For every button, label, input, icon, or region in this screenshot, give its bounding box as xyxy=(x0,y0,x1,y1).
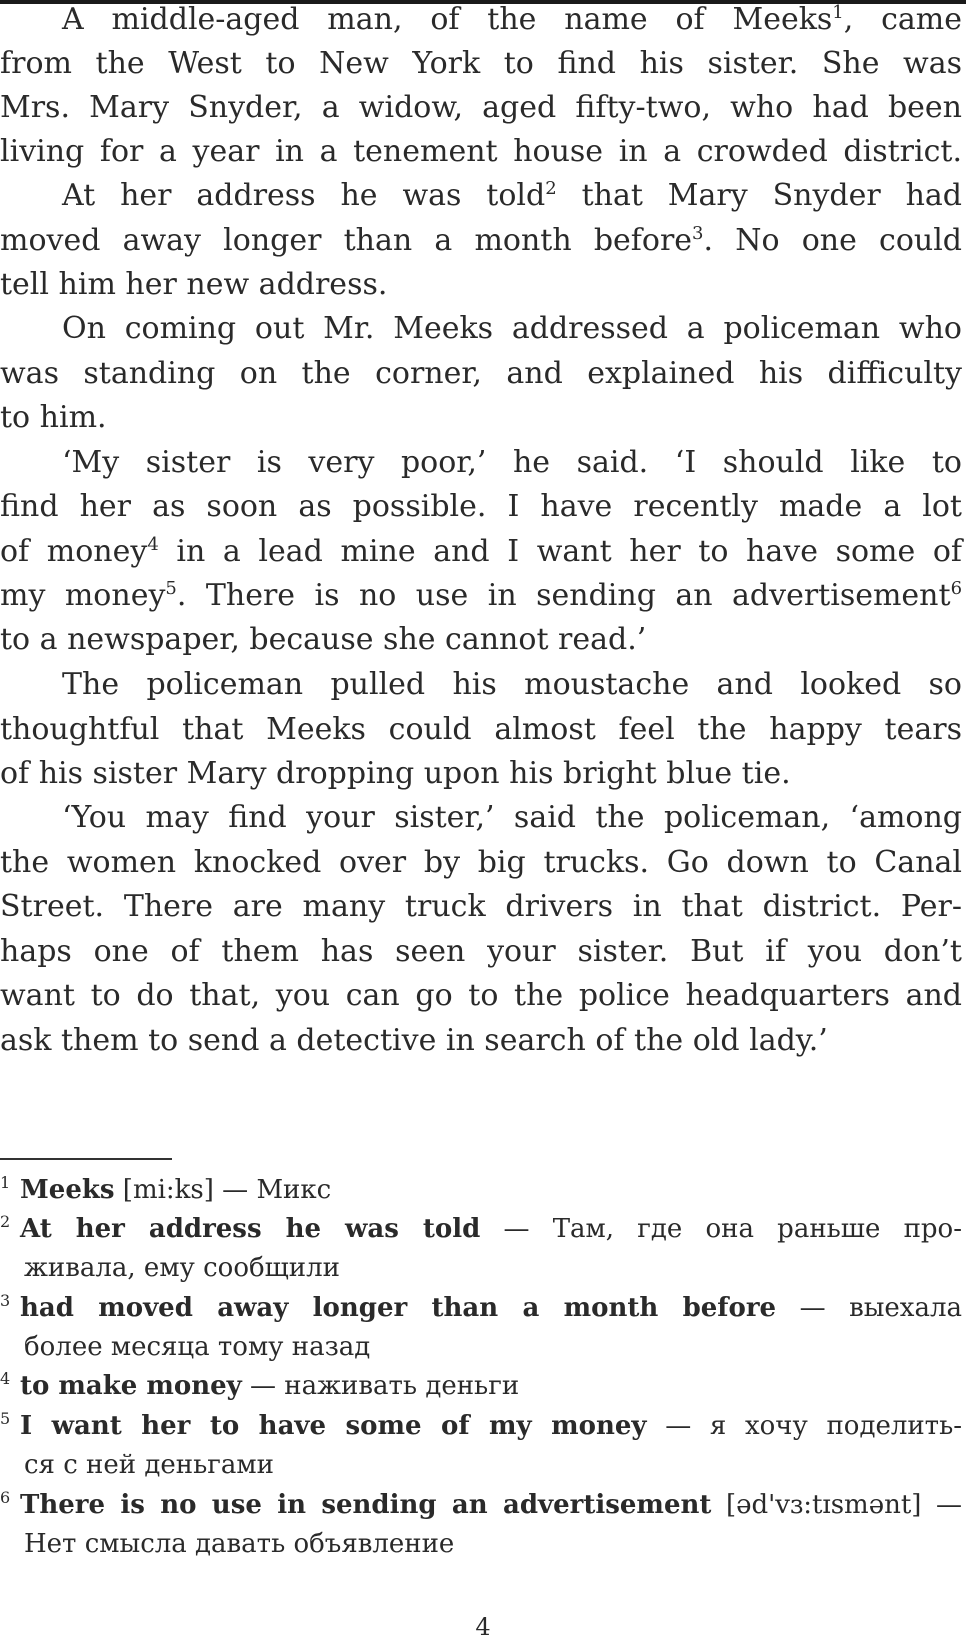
footnote-ref: 1 xyxy=(832,2,844,23)
footnote-ref: 5 xyxy=(165,578,177,599)
footnote-translation: — Там, где она раньше про- xyxy=(480,1214,962,1244)
text-line: ask them to send a detective in search of the old lady.’ xyxy=(0,1023,828,1058)
page-number: 4 xyxy=(475,1613,491,1641)
footnote-term: I want her to have some of my money xyxy=(20,1411,647,1441)
footnote-term: At her address he was told xyxy=(20,1214,481,1244)
text-line: thoughtful that Meeks could almost feel the happy tears xyxy=(0,712,962,747)
footnote-ref: 3 xyxy=(692,223,704,244)
text-line: want to do that, you can go to the police headquarters and xyxy=(0,978,962,1013)
text-line: Mrs. Mary Snyder, a widow, aged fifty-two, who had been xyxy=(0,90,962,125)
footnote-term: There is no use in sending an advertisement xyxy=(20,1490,712,1520)
footnote-translation: — выехала xyxy=(776,1293,962,1323)
text-line: of money$^4$ in a lead mine and I want her to have some of xyxy=(0,534,963,569)
text-line: tell him her new address. xyxy=(0,267,388,302)
text-line: On coming out Mr. Meeks addressed a policeman who xyxy=(62,311,962,346)
footnote-continuation: ся с ней деньгами xyxy=(24,1450,274,1480)
text-line: A middle-aged man, of the name of Meeks$^1$, came xyxy=(62,2,962,37)
text-line: The policeman pulled his moustache and looked so xyxy=(62,667,962,702)
text-line: the women knocked over by big trucks. Go down to Canal xyxy=(0,845,962,880)
footnote-translation: — наживать деньги xyxy=(241,1371,520,1401)
text-line: my money$^5$. There is no use in sending an advertisement$^6$ xyxy=(0,578,963,613)
text-line: was standing on the corner, and explained his difficulty xyxy=(0,356,962,391)
footnote-continuation: живала, ему сообщили xyxy=(24,1253,340,1283)
text-line: find her as soon as possible. I have recently made a lot xyxy=(0,489,962,524)
footnote-translation: — я хочу поделить- xyxy=(646,1411,963,1441)
footnote-ref: 2 xyxy=(545,178,557,199)
text-line: to him. xyxy=(0,400,107,435)
footnote-separator xyxy=(0,1158,172,1160)
footnote-ref: 6 xyxy=(950,578,963,599)
text-line: At her address he was told$^2$ that Mary Snyder had xyxy=(62,178,962,213)
footnote-ref: 4 xyxy=(147,534,159,555)
footnote: $^2$ At her address he was told — Там, где она раньше про- xyxy=(0,1212,962,1244)
text-line: ‘My sister is very poor,’ he said. ‘I should like to xyxy=(62,445,962,480)
text-line: haps one of them has seen your sister. But if you don’t xyxy=(0,934,962,969)
footnote: $^1$ Meeks [mi:ks] — Микс xyxy=(0,1173,332,1205)
footnote-translation: [mi:ks] — Микс xyxy=(114,1175,332,1205)
footnote-term: Meeks xyxy=(20,1175,115,1205)
text-line: living for a year in a tenement house in a crowded district. xyxy=(0,134,962,169)
footnote-continuation: более месяца тому назад xyxy=(24,1332,371,1362)
text-line: from the West to New York to find his sister. She was xyxy=(0,46,962,81)
text-line: moved away longer than a month before$^3$. No one could xyxy=(0,223,962,258)
footnote-term: to make money xyxy=(20,1371,242,1401)
text-line: to a newspaper, because she cannot read.’ xyxy=(0,622,647,657)
footnote-term: had moved away longer than a month before xyxy=(20,1293,777,1323)
footnote: $^5$ I want her to have some of my money — я хочу поделить- xyxy=(0,1409,963,1441)
text-line: Street. There are many truck drivers in that district. Per- xyxy=(0,889,962,924)
footnote: $^6$ There is no use in sending an advertisement [əd'vɜ:tɪsmənt] — xyxy=(0,1488,962,1520)
footnote-translation: [əd'vɜ:tɪsmənt] — xyxy=(711,1490,962,1520)
footnote: $^3$ had moved away longer than a month before — выехала xyxy=(0,1291,962,1323)
text-line: of his sister Mary dropping upon his bright blue tie. xyxy=(0,756,791,791)
footnote-continuation: Нет смысла давать объявление xyxy=(24,1529,455,1559)
footnote: $^4$ to make money — наживать деньги xyxy=(0,1369,520,1401)
text-line: ‘You may find your sister,’ said the policeman, ‘among xyxy=(62,800,962,835)
